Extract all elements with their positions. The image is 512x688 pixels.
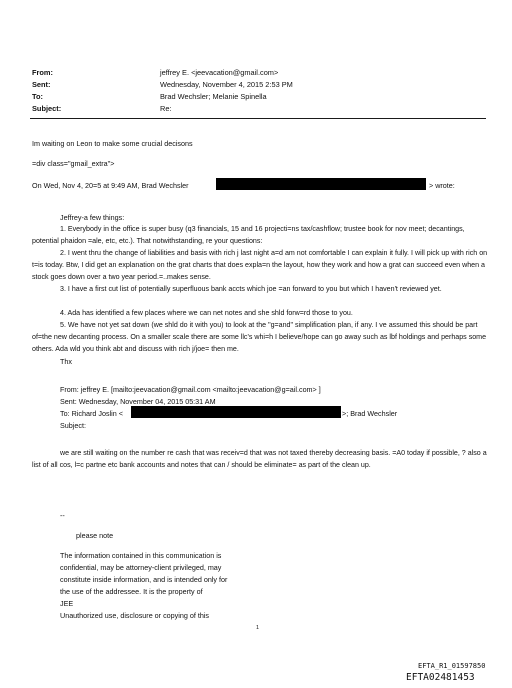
forwarded-from: From: jeffrey E. [mailto:jeevacation@gmail.com <mailto:jeevacation@g=ail.com> ]: [60, 385, 321, 394]
please-note: please note: [76, 531, 114, 540]
from-value: jeffrey E. <jeevacation@gmail.com>: [160, 68, 279, 77]
reply-line: Im waiting on Leon to make some crucial decisons: [32, 139, 193, 148]
page-number: 1: [256, 625, 260, 631]
to-value: Brad Wechsler; Melanie Spinella: [160, 92, 267, 101]
quoted-greeting: Jeffrey-a few things:: [60, 213, 125, 222]
quoted-item-5: 5. We have not yet sat down (we shld do it with you) to look at the "g=and" simplification plan, if any. I ve assumed this should be part of=the new decanting process. On a smaller scale there are some llc's whi=h I believe/hope can go away such as lbf holdings and perhaps some others. Ada wld you think abt and discuss with rich j/joe= then me.: [32, 321, 487, 353]
header-divider: [30, 118, 486, 119]
html-artifact-line: =div class="gmail_extra">: [32, 159, 115, 168]
quoted-signoff: Thx: [60, 357, 72, 366]
forwarded-to-suffix: >; Brad Wechsler: [342, 409, 398, 418]
quote-intro-suffix: > wrote:: [429, 181, 455, 190]
disclaimer-line: The information contained in this communication is: [60, 551, 222, 560]
quoted-item-4: 4. Ada has identified a few places where we can net notes and she shld forw=rd those to you.: [60, 309, 353, 317]
quote-intro-prefix: On Wed, Nov 4, 20=5 at 9:49 AM, Brad Wechsler: [32, 181, 189, 190]
forwarded-to-prefix: To: Richard Joslin <: [60, 409, 123, 418]
disclaimer-line: confidential, may be attorney-client privileged, may: [60, 563, 222, 572]
to-label: To:: [32, 92, 43, 101]
quoted-item-2: 2. I went thru the change of liabilities and basis with rich j last night a=d am not comfortable I can explain it fully. I will pick up with rich on t=is today. Btw, I did get an explanation on the grat charts that does expla=n the layout, how they work and how a grat can succeed even when a stock goes down over a two year period.=..makes sense.: [32, 249, 488, 281]
signature-dashes: --: [60, 511, 65, 520]
disclaimer-line: the use of the addressee. It is the property of: [60, 587, 203, 596]
quoted-item-1: 1. Everybody in the office is super busy (q3 financials, 15 and 16 projecti=ns tax/cashflow; trustee book for nov meet; decantings, potential phaidon =ale, etc, etc.). That notwithstanding, re your questions:: [32, 225, 465, 245]
from-label: From:: [32, 68, 53, 77]
disclaimer-line: constitute inside information, and is intended only for: [60, 575, 228, 584]
forwarded-message: we are still waiting on the number re cash that was receiv=d that was not taxed thereby decreasing basis. =A0 today if possible, ? also a list of all cos, l=c partne etc bank accounts and notes that can / should be eliminate= as part of the clean up.: [32, 449, 487, 469]
disclaimer-line: Unauthorized use, disclosure or copying of this: [60, 611, 210, 620]
sent-value: Wednesday, November 4, 2015 2:53 PM: [160, 80, 293, 89]
sent-label: Sent:: [32, 80, 51, 89]
bates-stamp-secondary: EFTA02481453: [406, 672, 475, 683]
subject-label: Subject:: [32, 104, 62, 113]
redaction-bar: [131, 406, 341, 418]
forwarded-subject: Subject:: [60, 421, 86, 430]
forwarded-sent: Sent: Wednesday, November 04, 2015 05:31 AM: [60, 397, 216, 406]
subject-value: Re:: [160, 104, 172, 113]
quoted-item-3: 3. I have a first cut list of potentially superfluous bank accts which joe =an forward to you but which I haven't reviewed yet.: [60, 285, 442, 293]
disclaimer-line: JEE: [60, 599, 74, 608]
redaction-bar: [216, 178, 426, 190]
bates-stamp-primary: EFTA_R1_01597850: [418, 662, 486, 670]
